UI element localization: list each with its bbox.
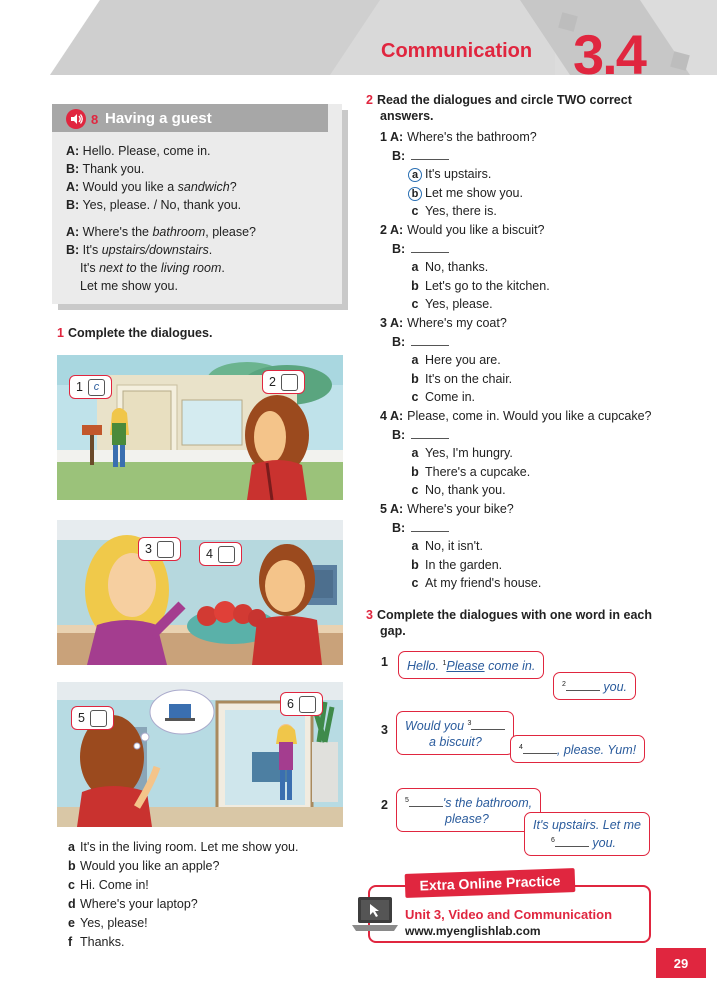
bubble-number: 3 [145,542,152,556]
speaker-label: B: [66,198,80,212]
speech-bubble-5 [71,706,114,730]
option-1b[interactable]: b Let me show you. [408,185,523,201]
gap-number: 5 [405,797,409,804]
speech-bubble-2 [262,370,305,394]
speech-bubble-6 [280,692,323,716]
question-3: 3 A: Where's my coat? [380,316,507,330]
ex2-heading [366,92,632,108]
bubble-text: please? [445,812,489,827]
option-f: f Thanks. [68,935,125,949]
bubble-text: you. [592,836,617,851]
option-c: c Hi. Come in! [68,878,149,892]
option-4b[interactable]: b There's a cupcake. [411,464,531,479]
ex3-number: 3 [366,608,373,622]
bubble-text: Hello. [407,659,439,674]
gap-blank[interactable] [471,720,505,730]
bubble-number: 2 [269,375,276,389]
option-1c[interactable]: c Yes, there is. [411,204,497,219]
option-e: e Yes, please! [68,916,148,930]
ex1-instruction: Complete the dialogues. [67,326,213,340]
dialogue-line: It's next to the living room. [80,261,225,275]
answer-box[interactable]: c [88,379,105,396]
answer-blank-line[interactable]: B: [392,520,449,536]
bubble-text: Would you [405,719,465,734]
ex3-row-number: 1 [381,655,388,669]
answer-box[interactable] [157,541,174,558]
ex3-bubble-1b [553,672,636,700]
speech-bubble-3 [138,537,181,561]
answer-blank-line[interactable]: B: [392,241,449,257]
ex1-number: 1 [57,326,64,340]
ex3-instruction-line1: Complete the dialogues with one word in each [376,608,652,622]
guest-box-title: Having a guest [105,110,212,127]
option-a: a It's in the living room. Let me show you. [68,840,299,854]
option-2c[interactable]: c Yes, please. [411,297,493,312]
option-3b[interactable]: b It's on the chair. [411,371,513,386]
option-4a[interactable]: a Yes, I'm hungry. [411,446,513,461]
question-5: 5 A: Where's your bike? [380,502,514,516]
gap-number: 2 [562,681,566,688]
speech-bubble-4 [199,542,242,566]
option-3a[interactable]: a Here you are. [411,353,501,368]
ex3-bubble-2b [510,735,645,763]
option-5a[interactable]: a No, it isn't. [411,539,483,554]
dialogue-line: B: Yes, please. / No, thank you. [66,198,242,212]
ex3-row-number: 3 [381,723,388,737]
lesson-number: 3.4 [573,23,645,86]
gap-number: 1 [442,660,447,667]
gap-number: 3 [467,720,472,727]
extra-practice-tag: Extra Online Practice [405,868,576,898]
answer-box[interactable] [218,546,235,563]
ex1-heading [57,325,212,341]
answer-blank-line[interactable]: B: [392,334,449,350]
dialogue-line: B: Thank you. [66,162,145,176]
option-b: b Would you like an apple? [68,859,220,873]
audio-track-number: 8 [91,112,99,127]
dialogue-line: B: It's upstairs/downstairs. [66,243,213,257]
speaker-label: A: [66,180,80,194]
gap-number: 4 [519,744,523,751]
ex3-bubble-3b [524,812,650,856]
audio-icon[interactable] [66,109,86,129]
gap-blank[interactable] [555,837,589,847]
gap-blank[interactable] [409,797,443,807]
answer-box[interactable] [90,710,107,727]
option-4c[interactable]: c No, thank you. [411,483,506,498]
bubble-text: , please. Yum! [556,743,637,758]
bubble-text: a biscuit? [429,735,482,750]
page-number: 29 [656,948,706,978]
ex3-bubble-3a [396,788,541,832]
gap-number: 6 [551,837,555,844]
dialogue-line: A: Where's the bathroom, please? [66,225,256,239]
question-1: 1 A: Where's the bathroom? [380,130,537,144]
answer-box[interactable] [281,374,298,391]
speaker-label: A: [66,144,80,158]
answer-box[interactable] [299,696,316,713]
option-2b[interactable]: b Let's go to the kitchen. [411,278,550,293]
bubble-number: 4 [206,547,213,561]
extra-practice-link[interactable]: www.myenglishlab.com [405,924,541,938]
answer-blank-line[interactable]: B: [392,148,449,164]
bubble-number: 5 [78,711,85,725]
ex2-instruction-line1: Read the dialogues and circle TWO correct [376,93,632,107]
bubble-text: 's the bathroom, [442,796,533,811]
ex3-heading [366,607,652,623]
option-5c[interactable]: c At my friend's house. [411,576,542,591]
option-3c[interactable]: c Come in. [411,390,476,405]
gap-blank[interactable] [566,681,600,691]
ex3-bubble-1a [398,651,544,679]
question-2: 2 A: Would you like a biscuit? [380,223,545,237]
ex3-instruction-line2: gap. [380,624,406,638]
speech-bubble-1 [69,375,112,399]
option-2a[interactable]: a No, thanks. [411,260,489,275]
filled-answer[interactable]: Please [446,659,485,674]
option-d: d Where's your laptop? [68,897,198,911]
bubble-number: 1 [76,380,83,394]
circled-letter: a [408,168,422,182]
speaker-label: B: [66,243,80,257]
gap-blank[interactable] [523,744,557,754]
question-4: 4 A: Please, come in. Would you like a cupcake? [380,409,652,423]
dialogue-line: A: Hello. Please, come in. [66,144,211,158]
bubble-text: you. [603,680,628,695]
answer-blank-line[interactable]: B: [392,427,449,443]
illustration-apples [57,520,343,665]
ex2-instruction-line2: answers. [380,109,434,123]
dialogue-line: A: Would you like a sandwich? [66,180,237,194]
speaker-label: B: [66,162,80,176]
ex3-row-number: 2 [381,798,388,812]
section-title: Communication [381,40,533,62]
bubble-text: come in. [488,659,536,674]
ex3-bubble-2a [396,711,514,755]
speaker-label: A: [66,225,80,239]
bubble-number: 6 [287,697,294,711]
option-1a[interactable]: a It's upstairs. [408,166,491,182]
ex2-number: 2 [366,93,373,107]
option-5b[interactable]: b In the garden. [411,557,503,572]
dialogue-line: Let me show you. [80,279,178,293]
extra-practice-unit: Unit 3, Video and Communication [405,907,613,922]
bubble-text: It's upstairs. Let me [533,818,641,832]
circled-letter: b [408,187,422,201]
laptop-icon [350,895,400,937]
